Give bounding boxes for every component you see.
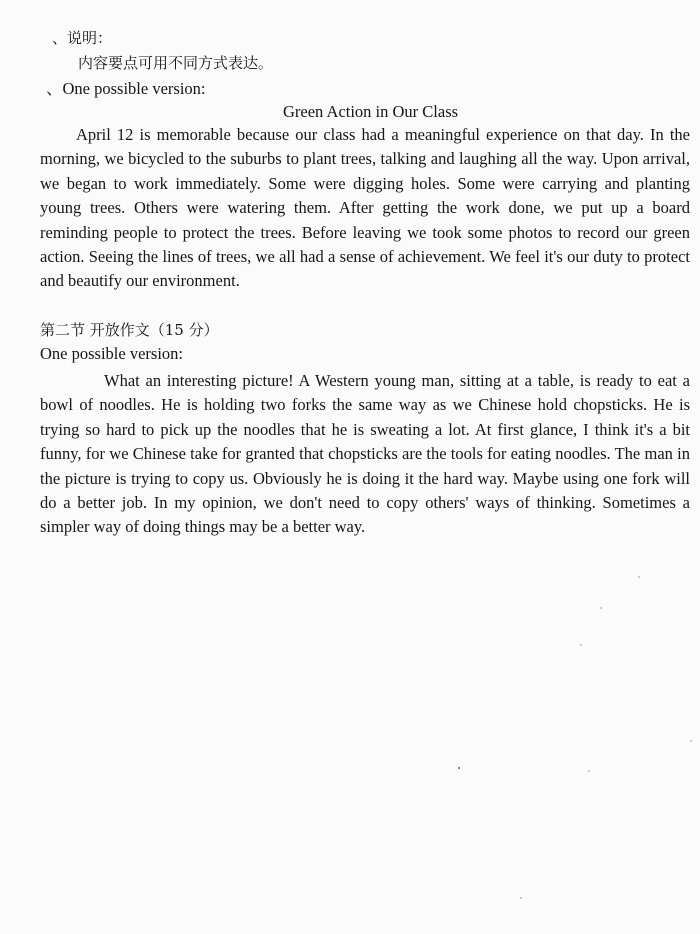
scan-speck: [458, 767, 460, 769]
scan-speck: [580, 644, 582, 646]
section1-note: 内容要点可用不同方式表达。: [78, 54, 274, 72]
scan-speck: [600, 607, 602, 609]
essay1-title: Green Action in Our Class: [283, 102, 459, 121]
essay1-body-container: [40, 123, 690, 294]
section2-heading: 、One possible version:: [46, 79, 206, 98]
essay1-body: April 12 is memorable because our class had a meaningful experience on that day. In the morning, we bicycled to the suburbs to plant trees, talking and laughing all the way. Upon arrival, we began to work immediately. Some were digging holes. Some were carrying and planting young trees. Others were watering them. After getting the work done, we put up a board reminding people to protect the trees. Before leaving we took some photos to record our green action. Seeing the lines of trees, we all had a sense of achievement. We feel it's our duty to protect and beautify our environment.: [40, 125, 690, 291]
section3-heading: 第二节 开放作文（15 分）: [40, 321, 219, 339]
essay2-body-container: [40, 369, 690, 540]
essay2-body: What an interesting picture! A Western young man, sitting at a table, is ready to eat a bowl of noodles. He is holding two forks the same way as we Chinese hold chopsticks. He is trying so hard to pick up the noodles that he is sweating a lot. At first glance, I think it's a bit funny, for we Chinese take for granted that chopsticks are the tools for eating noodles. The man in the picture is trying to copy us. Obviously he is doing it the hard way. Maybe using one fork will do a better job. In my opinion, we don't need to copy others' ways of thinking. Sometimes a simpler way of doing things may be a better way.: [40, 371, 690, 537]
scan-speck: [690, 740, 692, 742]
scan-speck: [520, 897, 522, 899]
section3-intro: One possible version:: [40, 344, 183, 363]
section1-heading: 、说明：: [52, 29, 113, 47]
scan-speck: [638, 576, 640, 578]
scan-speck: [588, 770, 590, 772]
